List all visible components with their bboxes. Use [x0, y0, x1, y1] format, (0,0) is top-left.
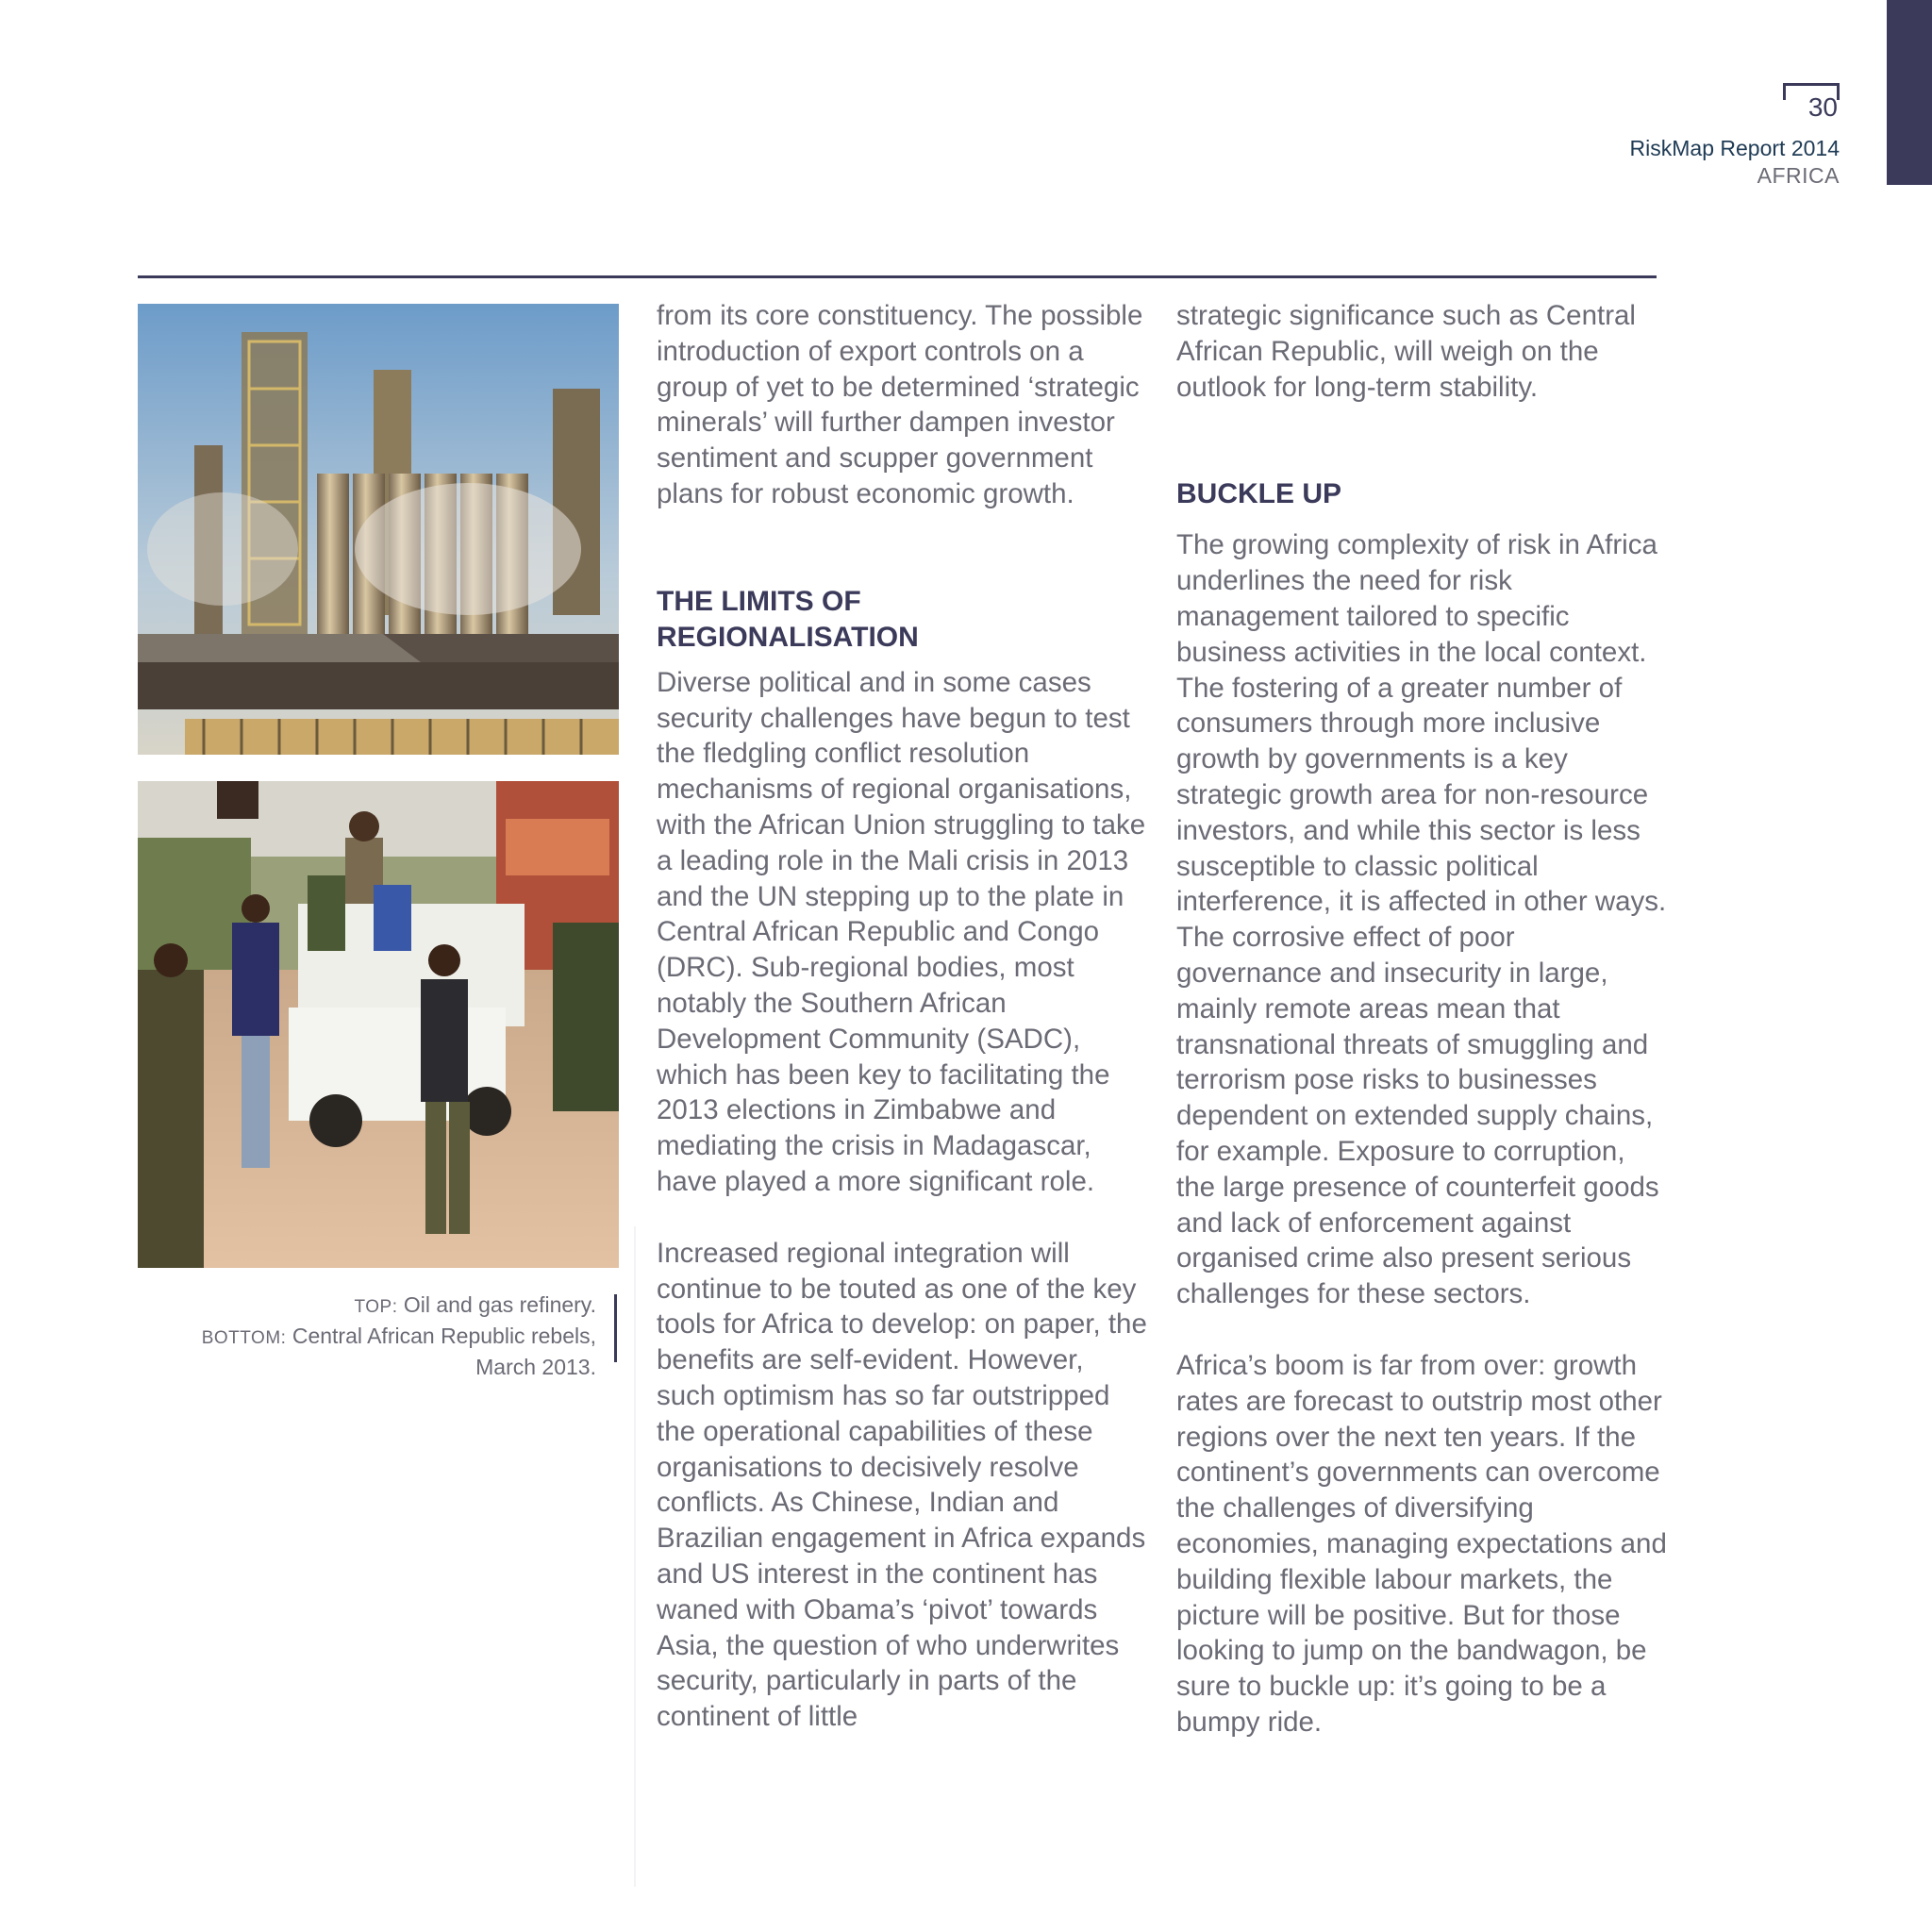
top-divider: [138, 275, 1657, 278]
rebels-illustration: [138, 781, 619, 1268]
paragraph: strategic significance such as Central African Republic, will weigh on the outlook for long-term stability.: [1176, 300, 1636, 403]
paragraph: from its core constituency. The possible introduction of export controls on a group of yet to be determined ‘strategic minerals’ will further dampen investor sentiment and scupper government plans for robust economic growth.: [657, 300, 1143, 509]
column-gutter: [634, 1226, 636, 1887]
text-column-2: [1176, 298, 1667, 1740]
caption-top-line: [138, 1291, 596, 1322]
refinery-illustration: [138, 304, 619, 755]
report-section: AFRICA: [1757, 163, 1840, 188]
rebels-photo: [138, 781, 619, 1268]
caption-top-label: TOP:: [354, 1297, 398, 1317]
caption-bottom-label: BOTTOM:: [201, 1328, 287, 1348]
caption-bottom-line: [138, 1322, 596, 1353]
caption-bottom-text: Central African Republic rebels,: [291, 1324, 596, 1348]
caption-top-text: Oil and gas refinery.: [403, 1292, 596, 1317]
caption-accent-bar: [614, 1294, 617, 1362]
section-heading: BUCKLE UP: [1176, 478, 1342, 510]
paragraph: Africa’s boom is far from over: growth rates are forecast to outstrip most other regions over the next ten years. If the continent’s governments can overcome the challenges of diversifying economies, managing expectations and building flexible labour markets, the picture will be positive. But for those looking to jump on the bandwagon, be sure to buckle up: it’s going to be a bumpy ride.: [1176, 1349, 1667, 1738]
heading-line: THE LIMITS OF: [657, 585, 861, 617]
heading-line: REGIONALISATION: [657, 621, 919, 653]
text-column-1: [657, 298, 1147, 1735]
caption-bottom-date: March 2013.: [475, 1355, 596, 1379]
section-heading: [657, 584, 1147, 656]
paragraph: Diverse political and in some cases security challenges have begun to test the fledgling conflict resolution mechanisms of regional organisations, with the African Union struggling to take a leading role in the Mali crisis in 2013 and the UN stepping up to the plate in Central African Republic and Congo (DRC). Sub-regional bodies, most notably the Southern African Development Community (SADC), which has been key to facilitating the 2013 elections in Zimbabwe and mediating the crisis in Madagascar, have played a more significant role.: [657, 666, 1146, 1197]
refinery-photo: [138, 304, 619, 755]
paragraph: Increased regional integration will continue to be touted as one of the key tools for Africa to develop: on paper, the benefits are self-evident. However, such optimism has so far outstripped the operational capabilities of these organisations to decisively resolve conflicts. As Chinese, Indian and Brazilian engagement in Africa expands and US interest in the continent has waned with Obama’s ‘pivot’ towards Asia, the question of who underwrites security, particularly in parts of the continent of little: [657, 1237, 1147, 1733]
page-number: 30: [1807, 92, 1838, 122]
report-title: RiskMap Report 2014: [1629, 136, 1840, 160]
paragraph: The growing complexity of risk in Africa underlines the need for risk management tailored to specific business activities in the local context. The fostering of a greater number of consumers through more inclusive growth by governments is a key strategic growth area for non-resource investors, and while this sector is less susceptible to classic political interference, it is affected in other ways. The corrosive effect of poor governance and insecurity in large, mainly remote areas mean that transnational threats of smuggling and terrorism pose risks to businesses dependent on extended supply chains, for example. Exposure to corruption, the large presence of counterfeit goods and lack of enforcement against organised crime also present serious challenges for these sectors.: [1176, 529, 1667, 1310]
photo-caption: [138, 1291, 596, 1381]
page-number-box: [1783, 83, 1841, 126]
side-tab: [1887, 0, 1932, 185]
